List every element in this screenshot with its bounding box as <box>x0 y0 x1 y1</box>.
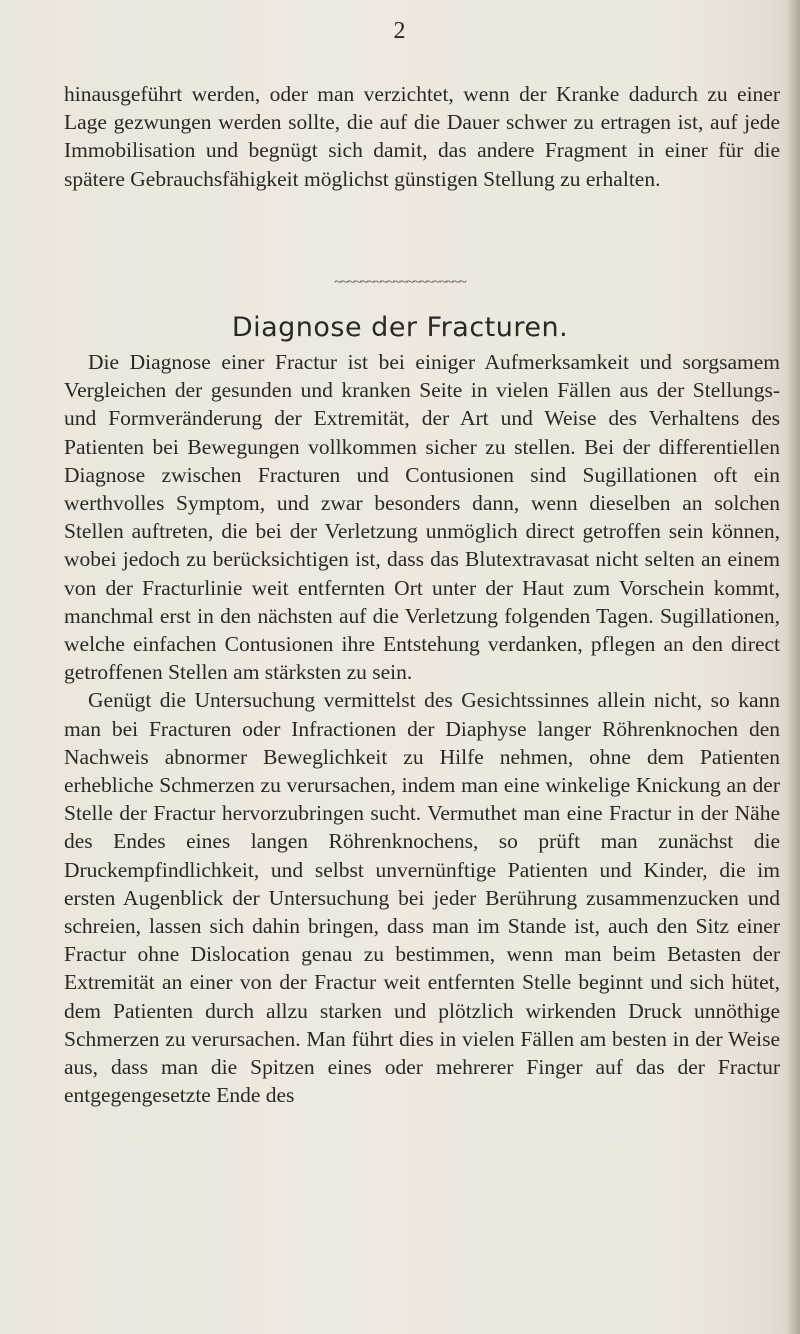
section-body <box>64 348 780 1109</box>
decorative-divider: ~~~~~~~~~~~~~~~~~~~~ <box>334 275 466 290</box>
paragraph-diagnose: Die Diagnose einer Fractur ist bei einiger Aufmerksamkeit und sorgsamem Vergleichen der gesunden und kranken Seite in vielen Fällen aus der Stellungs- und Formveränderung der Extremität, der Art und Weise des Verhaltens des Patienten bei Bewegungen vollkommen sicher zu stellen. Bei der differentiellen Diagnose zwischen Fracturen und Contusionen sind Sugillationen oft ein werthvolles Symptom, und zwar besonders dann, wenn dieselben an solchen Stellen auftreten, die bei der Verletzung unmöglich direct getroffen sein können, wobei jedoch zu berücksichtigen ist, dass das Blutextravasat nicht selten an einem von der Fracturlinie weit entfernten Ort unter der Haut zum Vorschein kommt, manchmal erst in den nächsten auf die Verletzung folgenden Tagen. Sugillationen, welche einfachen Contusionen ihre Entstehung verdanken, pflegen an den direct getroffenen Stellen am stärksten zu sein. <box>64 350 780 685</box>
intro-paragraph: hinausgeführt werden, oder man verzichtet, wenn der Kranke dadurch zu einer Lage gezwungen werden sollte, die auf die Dauer schwer zu ertragen ist, auf jede Immobilisation und begnügt sich damit, das andere Fragment in einer für die spätere Gebrauchsfähigkeit möglichst günstigen Stellung zu erhalten. <box>64 82 780 191</box>
page-number: 2 <box>393 18 407 44</box>
page-edge-shadow <box>786 0 800 1334</box>
paragraph-untersuchung: Genügt die Untersuchung vermittelst des Gesichtssinnes allein nicht, so kann man bei Fracturen oder Infractionen der Diaphyse langer Röhrenknochen den Nachweis abnormer Beweglichkeit zu Hilfe nehmen, ohne dem Patienten erhebliche Schmerzen zu verursachen, indem man eine winkelige Knickung an der Stelle der Fractur hervorzubringen sucht. Vermuthet man eine Fractur in der Nähe des Endes eines langen Röhrenknochens, so prüft man zunächst die Druckempfindlichkeit, und selbst unvernünftige Patienten und Kinder, die im ersten Augenblick der Untersuchung bei jeder Berührung zusammenzucken und schreien, lassen sich dahin bringen, dass man im Stande ist, auch den Sitz einer Fractur ohne Dislocation genau zu bestimmen, wenn man beim Betasten der Extremität an einer von der Fractur weit entfernten Stelle beginnt und sich hütet, dem Patienten durch allzu starken und plötzlich wirkenden Druck unnöthige Schmerzen zu verursachen. Man führt dies in vielen Fällen am besten in der Weise aus, dass man die Spitzen eines oder mehrerer Finger auf das der Fractur entgegengesetzte Ende des <box>64 688 780 1108</box>
section-heading: Diagnose der Fracturen. <box>231 312 569 343</box>
intro-text <box>64 80 780 193</box>
